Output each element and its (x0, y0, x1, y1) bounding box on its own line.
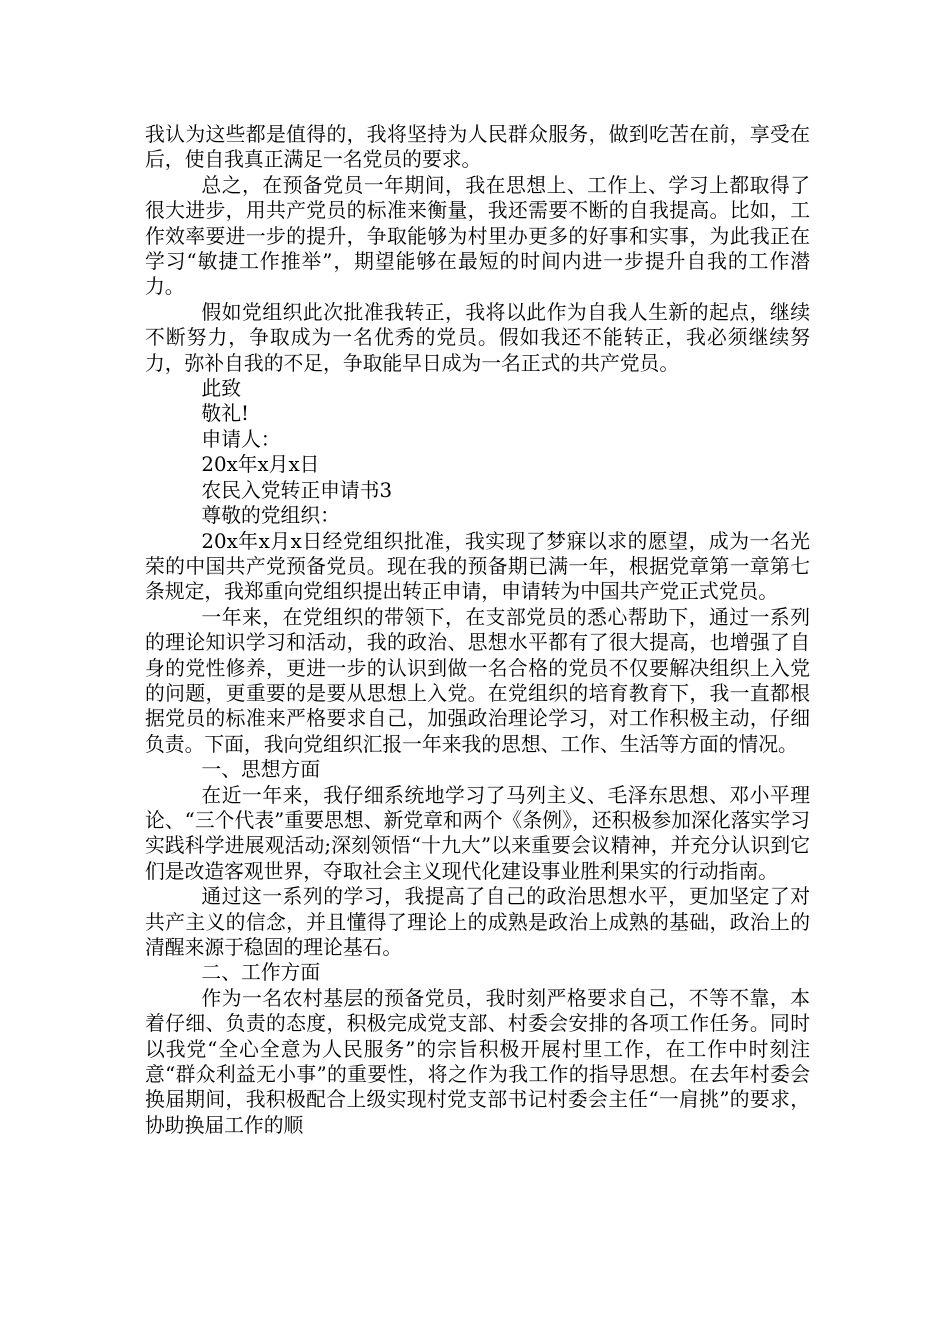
paragraph-thought-2: 通过这一系列的学习，我提高了自己的政治思想水平，更加坚定了对共产主义的信念，并且懂得了理论上的成熟是政治上成熟的基础，政治上的清醒来源于稳固的理论基石。 (145, 885, 810, 959)
paragraph-thought-1: 在近一年来，我仔细系统地学习了马列主义、毛泽东思想、邓小平理论、“三个代表”重要思想、新党章和两个《条例》，还积极参加深化落实学习实践科学进展观活动;深刻领悟“十九大”以来重要会议精神，并充分认识到它们是改造客观世界，夺取社会主义现代化建设事业胜利果实的行动指南。 (145, 783, 810, 883)
heading-work: 二、工作方面 (201, 961, 321, 985)
section-title: 农民入党转正申请书3 (201, 478, 393, 502)
document-body (145, 122, 810, 1138)
applicant-label: 申请人： (201, 427, 281, 451)
paragraph-2: 总之，在预备党员一年期间，我在思想上、工作上、学习上都取得了很大进步，用共产党员的标准来衡量，我还需要不断的自我提高。比如，工作效率要进一步的提升，争取能够为村里办更多的好事和实事，为此我正在学习“敏捷工作推举”，期望能够在最短的时间内进一步提升自我的工作潜力。 (145, 173, 810, 299)
paragraph-overview: 一年来，在党组织的带领下，在支部党员的悉心帮助下，通过一系列的理论知识学习和活动，我的政治、思想水平都有了很大提高，也增强了自身的党性修养，更进一步的认识到做一名合格的党员不仅要解决组织上入党的问题，更重要的是要从思想上入党。在党组织的培育教育下，我一直都根据党员的标准来严格要求自己，加强政治理论学习，对工作积极主动，仔细负责。下面，我向党组织汇报一年来我的思想、工作、生活等方面的情况。 (145, 605, 810, 756)
greeting: 尊敬的党组织： (201, 504, 340, 528)
date-line: 20x年x月x日 (201, 453, 320, 477)
paragraph-intro: 20x年x月x日经党组织批准，我实现了梦寐以求的愿望，成为一名光荣的中国共产党预备党员。现在我的预备期已满一年，根据党章第一章第七条规定，我郑重向党组织提出转正申请，申请转为中国共产党正式党员。 (145, 529, 810, 604)
heading-thought: 一、思想方面 (201, 758, 321, 782)
paragraph-work: 作为一名农村基层的预备党员，我时刻严格要求自己，不等不靠，本着仔细、负责的态度，积极完成党支部、村委会安排的各项工作任务。同时以我党“全心全意为人民服务”的宗旨积极开展村里工作，在工作中时刻注意“群众利益无小事”的重要性，将之作为我工作的指导思想。在去年村委会换届期间，我积极配合上级实现村党支部书记村委会主任“一肩挑”的要求，协助换届工作的顺 (145, 986, 810, 1137)
closing-salutation: 此致 (201, 377, 241, 401)
closing-respect: 敬礼! (201, 402, 249, 426)
paragraph-1: 我认为这些都是值得的，我将坚持为人民群众服务，做到吃苦在前，享受在后，使自我真正满足一名党员的要求。 (145, 123, 810, 172)
paragraph-3: 假如党组织此次批准我转正，我将以此作为自我人生新的起点，继续不断努力，争取成为一名优秀的党员。假如我还不能转正，我必须继续努力，弥补自我的不足，争取能早日成为一名正式的共产党员。 (145, 300, 810, 375)
